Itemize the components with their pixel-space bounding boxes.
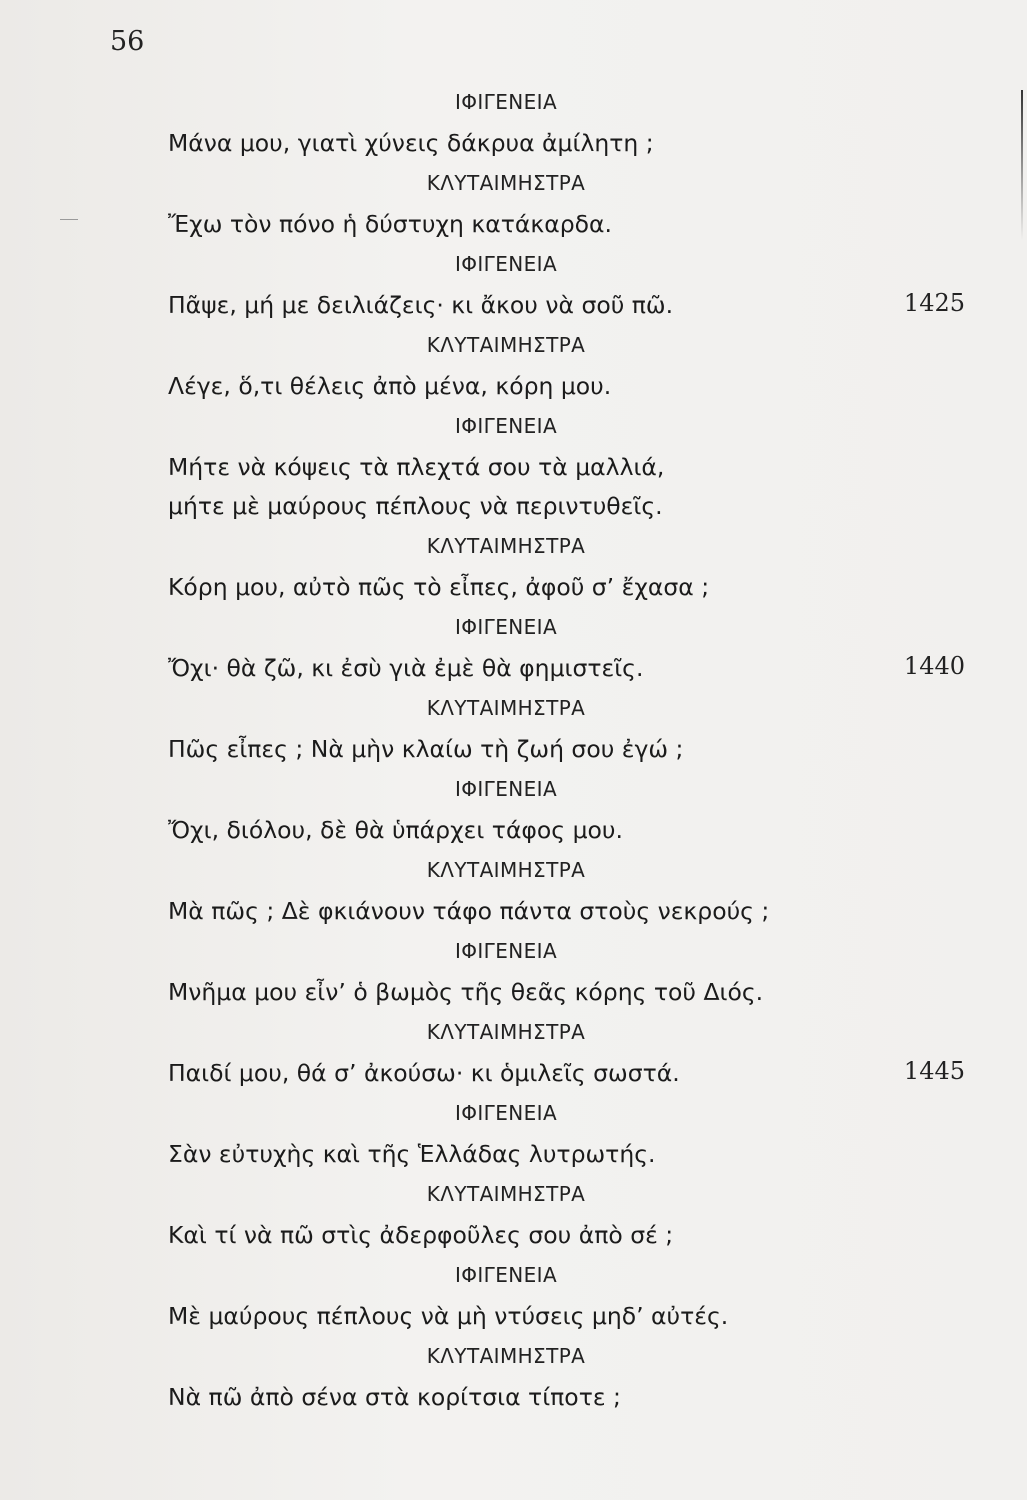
- verse-line: Παιδί μου, θά σ’ ἀκούσω· κι ὁμιλεῖς σωστά.: [168, 1059, 680, 1087]
- verse-line: Ἔχω τὸν πόνο ἡ δύστυχη κατάκαρδα.: [168, 210, 612, 238]
- line-number: 1425: [903, 289, 965, 317]
- line-number: 1445: [903, 1057, 965, 1085]
- speaker-heading: ΙΦΙΓΕΝΕΙΑ: [454, 939, 558, 963]
- page-edge-shadow: [1021, 90, 1023, 240]
- verse-line: Μάνα μου, γιατὶ χύνεις δάκρυα ἀμίλητη ;: [168, 129, 654, 157]
- verse-line: Ὄχι, διόλου, δὲ θὰ ὑπάρχει τάφος μου.: [168, 816, 623, 844]
- verse-line: Κόρη μου, αὐτὸ πῶς τὸ εἶπες, ἀφοῦ σ’ ἔχασα ;: [168, 573, 710, 601]
- speaker-heading: ΙΦΙΓΕΝΕΙΑ: [454, 1101, 558, 1125]
- speaker-heading: ΚΛΥΤΑΙΜΗΣΤΡΑ: [426, 333, 586, 357]
- speaker-heading: ΚΛΥΤΑΙΜΗΣΤΡΑ: [426, 696, 586, 720]
- speaker-heading: ΚΛΥΤΑΙΜΗΣΤΡΑ: [426, 858, 586, 882]
- speaker-heading: ΙΦΙΓΕΝΕΙΑ: [454, 615, 558, 639]
- speaker-heading: ΚΛΥΤΑΙΜΗΣΤΡΑ: [426, 1344, 586, 1368]
- verse-line: μήτε μὲ μαύρους πέπλους νὰ περιντυθεῖς.: [168, 492, 663, 520]
- speaker-heading: ΙΦΙΓΕΝΕΙΑ: [454, 414, 558, 438]
- verse-line: Πᾶψε, μή με δειλιάζεις· κι ἄκου νὰ σοῦ πῶ.: [168, 291, 674, 319]
- page-number: 56: [110, 26, 145, 57]
- speaker-heading: ΚΛΥΤΑΙΜΗΣΤΡΑ: [426, 1182, 586, 1206]
- verse-line: Νὰ πῶ ἀπὸ σένα στὰ κορίτσια τίποτε ;: [168, 1383, 621, 1411]
- verse-line: Πῶς εἶπες ; Νὰ μὴν κλαίω τὴ ζωή σου ἐγώ ;: [168, 735, 684, 763]
- margin-mark: [60, 219, 78, 220]
- verse-line: Λέγε, ὅ,τι θέλεις ἀπὸ μένα, κόρη μου.: [168, 372, 612, 400]
- speaker-heading: ΚΛΥΤΑΙΜΗΣΤΡΑ: [426, 1020, 586, 1044]
- speaker-heading: ΙΦΙΓΕΝΕΙΑ: [454, 777, 558, 801]
- speaker-heading: ΚΛΥΤΑΙΜΗΣΤΡΑ: [426, 534, 586, 558]
- speaker-heading: ΚΛΥΤΑΙΜΗΣΤΡΑ: [426, 171, 586, 195]
- verse-line: Μὲ μαύρους πέπλους νὰ μὴ ντύσεις μηδ’ αὐτές.: [168, 1302, 729, 1330]
- verse-line: Σὰν εὐτυχὴς καὶ τῆς Ἑλλάδας λυτρωτής.: [168, 1140, 656, 1168]
- verse-line: Μήτε νὰ κόψεις τὰ πλεχτά σου τὰ μαλλιά,: [168, 453, 665, 481]
- verse-line: Ὄχι· θὰ ζῶ, κι ἐσὺ γιὰ ἐμὲ θὰ φημιστεῖς.: [168, 654, 644, 682]
- verse-line: Μνῆμα μου εἶν’ ὁ βωμὸς τῆς θεᾶς κόρης τοῦ Διός.: [168, 978, 764, 1006]
- line-number: 1440: [903, 652, 965, 680]
- speaker-heading: ΙΦΙΓΕΝΕΙΑ: [454, 1263, 558, 1287]
- speaker-heading: ΙΦΙΓΕΝΕΙΑ: [454, 90, 558, 114]
- speaker-heading: ΙΦΙΓΕΝΕΙΑ: [454, 252, 558, 276]
- verse-line: Μὰ πῶς ; Δὲ φκιάνουν τάφο πάντα στοὺς νεκρούς ;: [168, 897, 770, 925]
- verse-line: Καὶ τί νὰ πῶ στὶς ἀδερφοῦλες σου ἀπὸ σέ ;: [168, 1221, 674, 1249]
